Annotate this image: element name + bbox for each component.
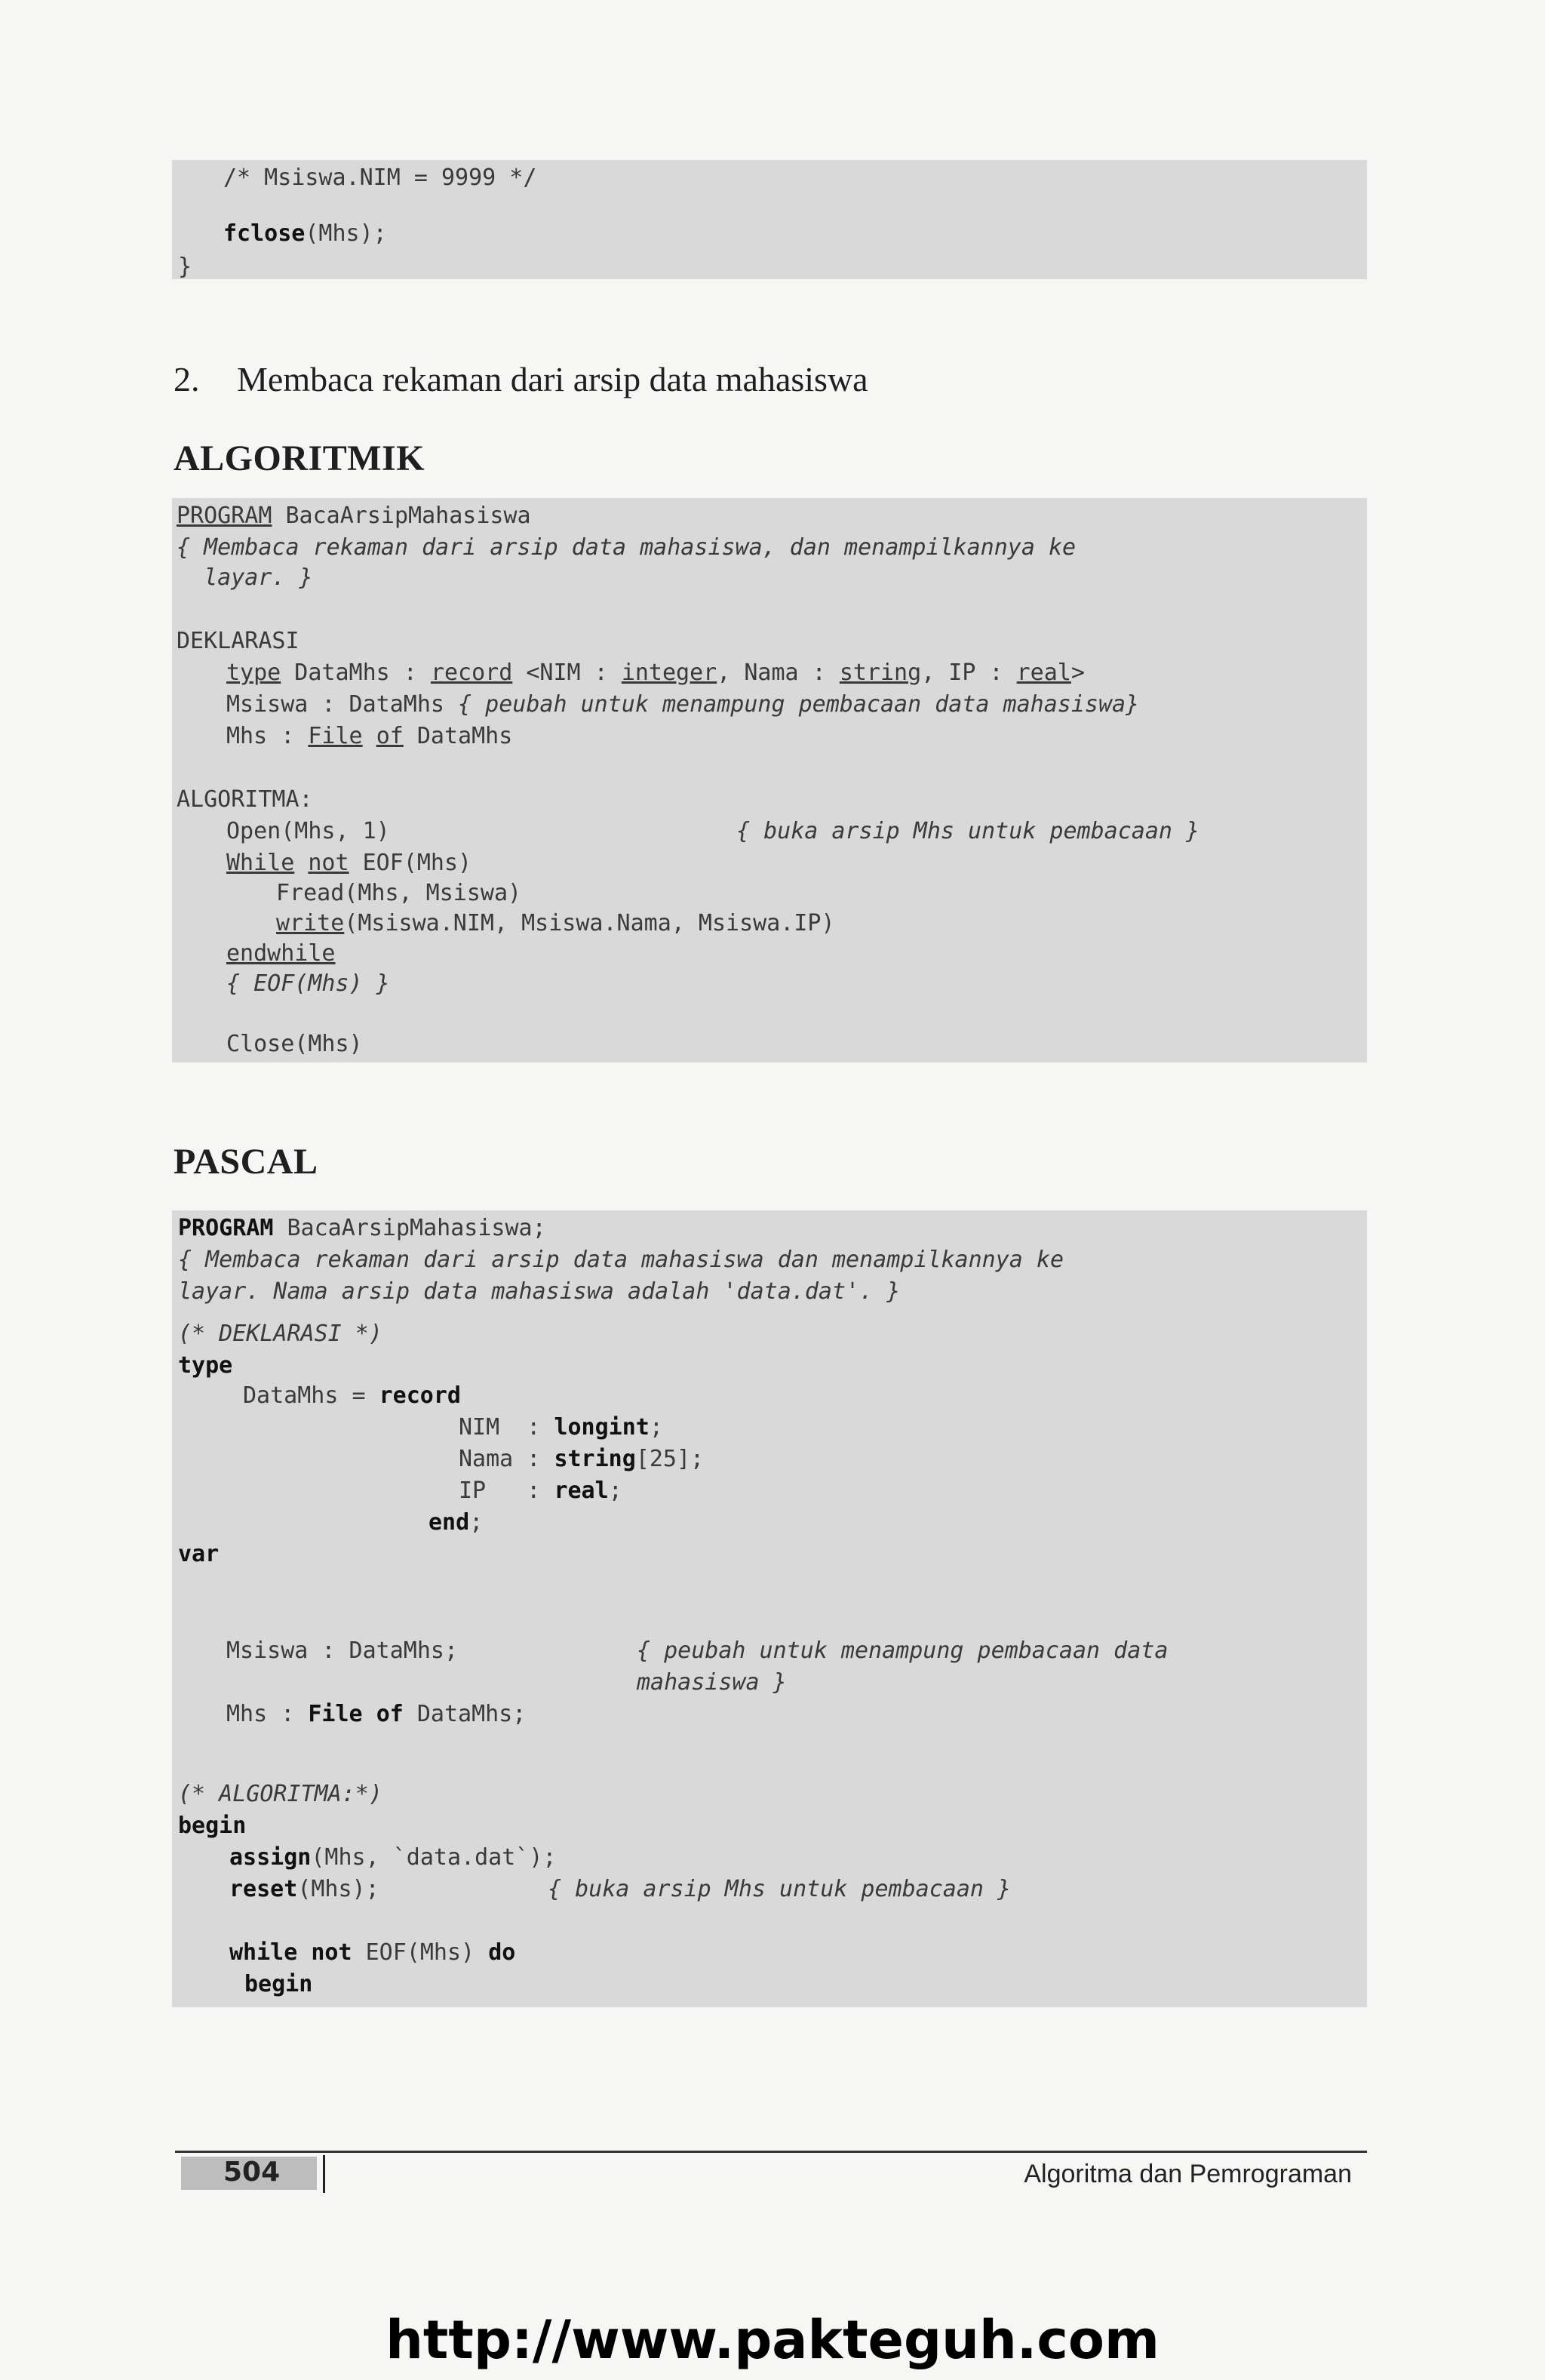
code-comment: { buka arsip Mhs untuk pembacaan }	[736, 818, 1200, 844]
code-line: Mhs : File of DataMhs;	[226, 1701, 527, 1727]
code-line: reset(Mhs);	[229, 1876, 379, 1902]
code-line: while not EOF(Mhs) do	[229, 1939, 516, 1966]
code-line: fclose(Mhs);	[223, 220, 387, 247]
code-line: type	[178, 1352, 233, 1379]
pascal-heading: PASCAL	[174, 1142, 318, 1182]
code-line: var	[178, 1541, 220, 1567]
code-line: Nama : string[25];	[459, 1446, 705, 1472]
algoritmik-code-block	[172, 498, 1367, 1062]
code-comment: { Membaca rekaman dari arsip data mahasiswa, dan menampilkannya ke	[177, 534, 1077, 561]
code-line: DataMhs = record	[243, 1382, 461, 1409]
code-line: Close(Mhs)	[226, 1031, 363, 1057]
section-title: Membaca rekaman dari arsip data mahasiswa	[237, 360, 868, 398]
pascal-code-block	[172, 1210, 1367, 2007]
code-line: Open(Mhs, 1)	[226, 818, 390, 844]
code-line: endwhile	[226, 940, 336, 967]
code-line: Msiswa : DataMhs;	[226, 1637, 459, 1664]
footer-separator	[323, 2155, 325, 2193]
website-url[interactable]: http://www.pakteguh.com	[385, 2309, 1160, 2371]
code-comment: { buka arsip Mhs untuk pembacaan }	[548, 1876, 1012, 1902]
code-comment: layar. Nama arsip data mahasiswa adalah 'data.dat'. }	[178, 1278, 901, 1305]
algoritmik-heading: ALGORITMIK	[174, 438, 425, 478]
code-line: ALGORITMA:	[177, 786, 313, 813]
code-comment: mahasiswa }	[637, 1669, 787, 1696]
section-number: 2.	[174, 360, 200, 398]
code-comment: (* ALGORITMA:*)	[178, 1781, 382, 1807]
code-line: begin	[178, 1813, 247, 1839]
code-line: begin	[244, 1971, 313, 1997]
code-comment: layar. }	[177, 564, 313, 591]
code-line: type DataMhs : record <NIM : integer, Nama : string, IP : real>	[226, 660, 1085, 686]
code-line: IP : real;	[459, 1478, 622, 1504]
footer-rule	[175, 2151, 1367, 2153]
code-comment: { peubah untuk menampung pembacaan data	[637, 1637, 1169, 1664]
top-code-block	[172, 160, 1367, 279]
code-comment: (* DEKLARASI *)	[178, 1321, 382, 1347]
code-line: /* Msiswa.NIM = 9999 */	[223, 165, 537, 191]
code-line: While not EOF(Mhs)	[226, 850, 472, 876]
code-line: }	[178, 254, 192, 280]
code-line: Fread(Mhs, Msiswa)	[276, 880, 522, 906]
book-title: Algoritma dan Pemrograman	[1024, 2160, 1352, 2188]
code-line: PROGRAM BacaArsipMahasiswa;	[178, 1215, 546, 1241]
code-line: NIM : longint;	[459, 1414, 663, 1441]
code-line: PROGRAM BacaArsipMahasiswa	[177, 503, 531, 529]
code-line: write(Msiswa.NIM, Msiswa.Nama, Msiswa.IP)	[276, 910, 835, 936]
code-line: Msiswa : DataMhs { peubah untuk menampung pembacaan data mahasiswa}	[226, 691, 1140, 718]
page-number: 504	[223, 2157, 281, 2188]
code-comment: { EOF(Mhs) }	[226, 970, 390, 997]
code-line: Mhs : File of DataMhs	[226, 723, 513, 749]
code-line: DEKLARASI	[177, 628, 299, 654]
code-comment: { Membaca rekaman dari arsip data mahasiswa dan menampilkannya ke	[178, 1247, 1064, 1273]
code-line: end;	[428, 1509, 484, 1536]
code-line: assign(Mhs, `data.dat`);	[229, 1844, 557, 1871]
